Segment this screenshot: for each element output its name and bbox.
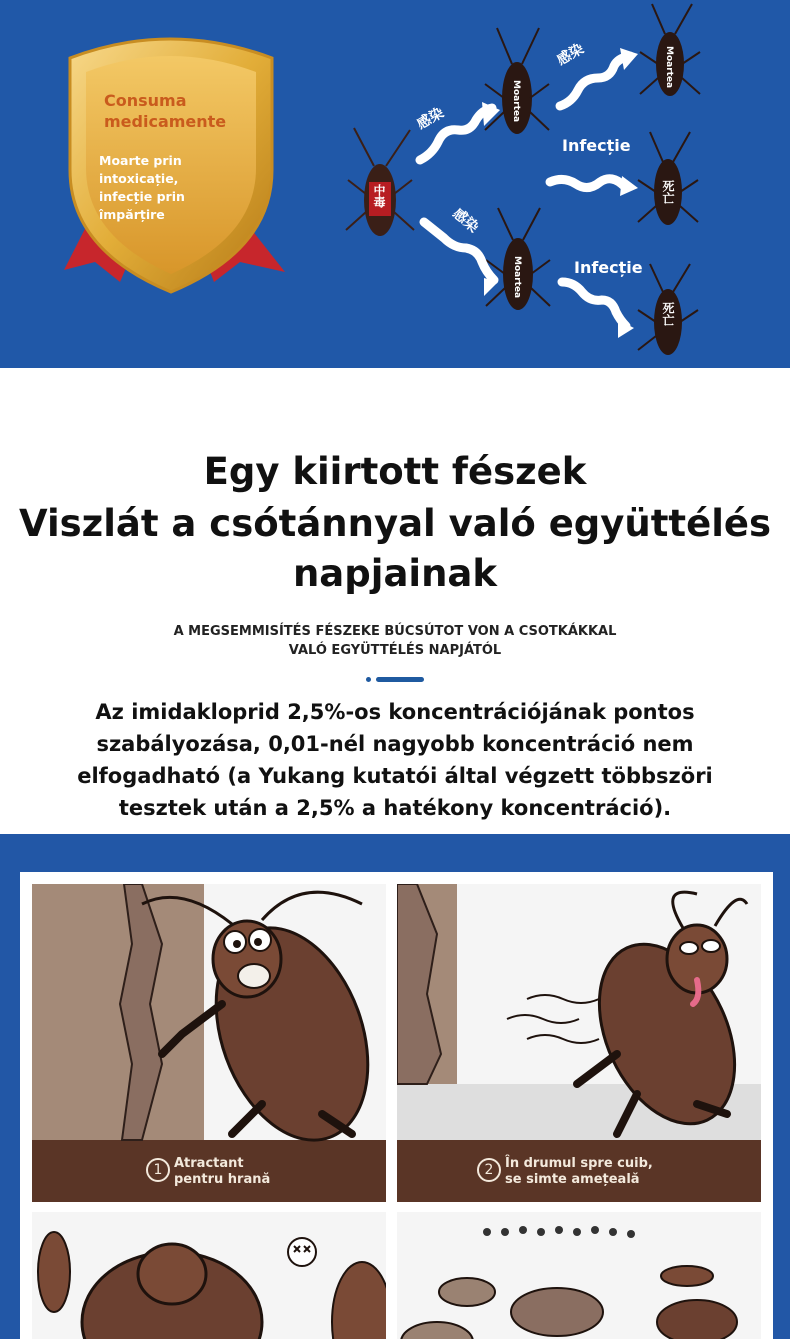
roach-label-source: 中毒 [372,184,386,208]
divider [366,677,424,682]
step-number-2: 2 [477,1158,501,1182]
arrow-label-ro-1: Infecție [562,136,631,155]
step-caption-2-line-2: se simte amețeală [505,1172,640,1187]
arrow-label-cn-2: 感染 [449,205,482,236]
step-number-1: 1 [146,1158,170,1182]
paragraph-line-1: Az imidakloprid 2,5%-os koncentrációjának pontos [95,700,695,724]
roach-label-death-5: 死亡 [661,302,675,326]
step-caption-1-line-1: Atractant [174,1156,244,1171]
step-panel-1 [32,884,386,1202]
arrow-down-2 [562,282,626,326]
shield-title: Consuma medicamente [104,91,227,131]
subheading-line-1: A MEGSEMMISÍTÉS FÉSZEKE BÚCSÚTOT VON A CSOTKÁKKAL [173,624,617,639]
roach-label-death-2: Moartea [512,256,522,299]
arrow-label-ro-2: Infecție [574,258,643,277]
step-panel-4 [397,1212,761,1339]
headline-line-3: napjainak [292,552,498,595]
roach-label-death-4: 死亡 [661,180,675,204]
roach-sick-illustration [32,1212,386,1339]
arrow-label-cn-1: 感染 [414,104,447,133]
roach-eating-illustration [32,884,386,1144]
paragraph-line-3: elfogadható (a Yukang kutatói által végzett többszöri [77,764,713,788]
step-caption-1-line-2: pentru hrană [174,1172,271,1187]
roach-dizzy-illustration [397,884,761,1144]
arrow-label-cn-3: 感染 [554,40,587,69]
step-caption-2-line-1: În drumul spre cuib, [505,1156,653,1171]
paragraph-line-2: szabályozása, 0,01-nél nagyobb koncentráció nem [96,732,694,756]
roach-label-death-1: Moartea [511,80,521,123]
paragraph-line-4: tesztek után a 2,5% a hatékony koncentráció). [118,796,672,820]
headline-line-2: Viszlát a csótánnyal való együttélés [18,502,772,545]
steps-grid [20,872,773,1339]
step-panel-3 [32,1212,386,1339]
shield-body: Moarte prin intoxicație, infecție prin împărțire [99,153,185,222]
subheading-line-2: VALÓ EGYÜTTÉLÉS NAPJÁTÓL [288,643,502,658]
infection-banner [0,0,790,368]
divider-dot [366,677,371,682]
roach-colony-dead-illustration [397,1212,761,1339]
divider-bar [376,677,424,682]
roach-death-4 [638,132,698,225]
step-panel-2 [397,884,761,1202]
arrow-down-1 [424,222,494,280]
roach-label-death-3: Moartea [664,46,674,89]
headline-line-1: Egy kiirtott fészek [203,450,587,493]
steps-section [0,834,790,1339]
arrow-right-1 [550,179,624,188]
roach-source [346,128,414,236]
